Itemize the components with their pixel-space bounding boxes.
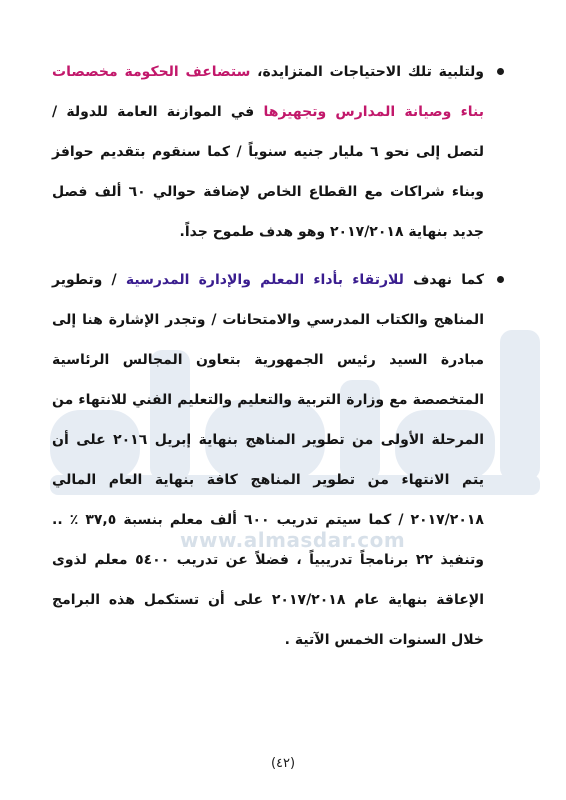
bullet-paragraph-budget [52, 52, 506, 252]
page-number: (٤٢) [270, 756, 296, 771]
paragraph-text: في الموازنة العامة للدولة / لتصل إلى نحو ٦ مليار جنيه سنوياً / كما سنقوم بتقديم حوافز وبناء شراكات مع القطاع الخاص لإضافة حوالي ٦٠ ألف فصل جديد بنهاية ٢٠١٧/٢٠١٨ وهو هدف طموح جداً. [52, 104, 484, 240]
bullet-icon [497, 68, 504, 75]
document-body [52, 52, 506, 660]
watermark-url: www.almasdar.com [180, 528, 406, 552]
highlighted-phrase: ستضاعف الحكومة مخصصات بناء وصيانة المدارس وتجهيزها [52, 64, 484, 120]
highlighted-phrase: للارتقاء بأداء المعلم والإدارة المدرسية [125, 272, 404, 288]
paragraph-text: ولتلبية تلك الاحتياجات المتزايدة، [250, 64, 484, 80]
paragraph-text: كما نهدف [403, 272, 484, 288]
bullet-icon [497, 276, 504, 283]
paragraph-text: / وتطوير المناهج والكتاب المدرسي والامتحانات / وتجدر الإشارة هنا إلى مبادرة السيد رئيس الجمهورية بتعاون المجالس الرئاسية المتخصصة مع وزارة التربية والتعليم والتعليم الفني للانتهاء من المرحلة الأولى من تطوير المناهج بنهاية إبريل ٢٠١٦ على أن يتم الانتهاء من تطوير المناهج كافة بنهاية العام المالي ٢٠١٧/٢٠١٨ / كما سيتم تدريب ٦٠٠ ألف معلم بنسبة ٣٧,٥ ٪ .. وتنفيذ ٢٢ برنامجاً تدريبياً ، فضلاً عن تدريب ٥٤٠٠ معلم لذوى الإعاقة بنهاية عام ٢٠١٧/٢٠١٨ على أن تستكمل هذه البرامج خلال السنوات الخمس الآتية . [52, 272, 484, 648]
bullet-paragraph-teachers [52, 260, 506, 660]
